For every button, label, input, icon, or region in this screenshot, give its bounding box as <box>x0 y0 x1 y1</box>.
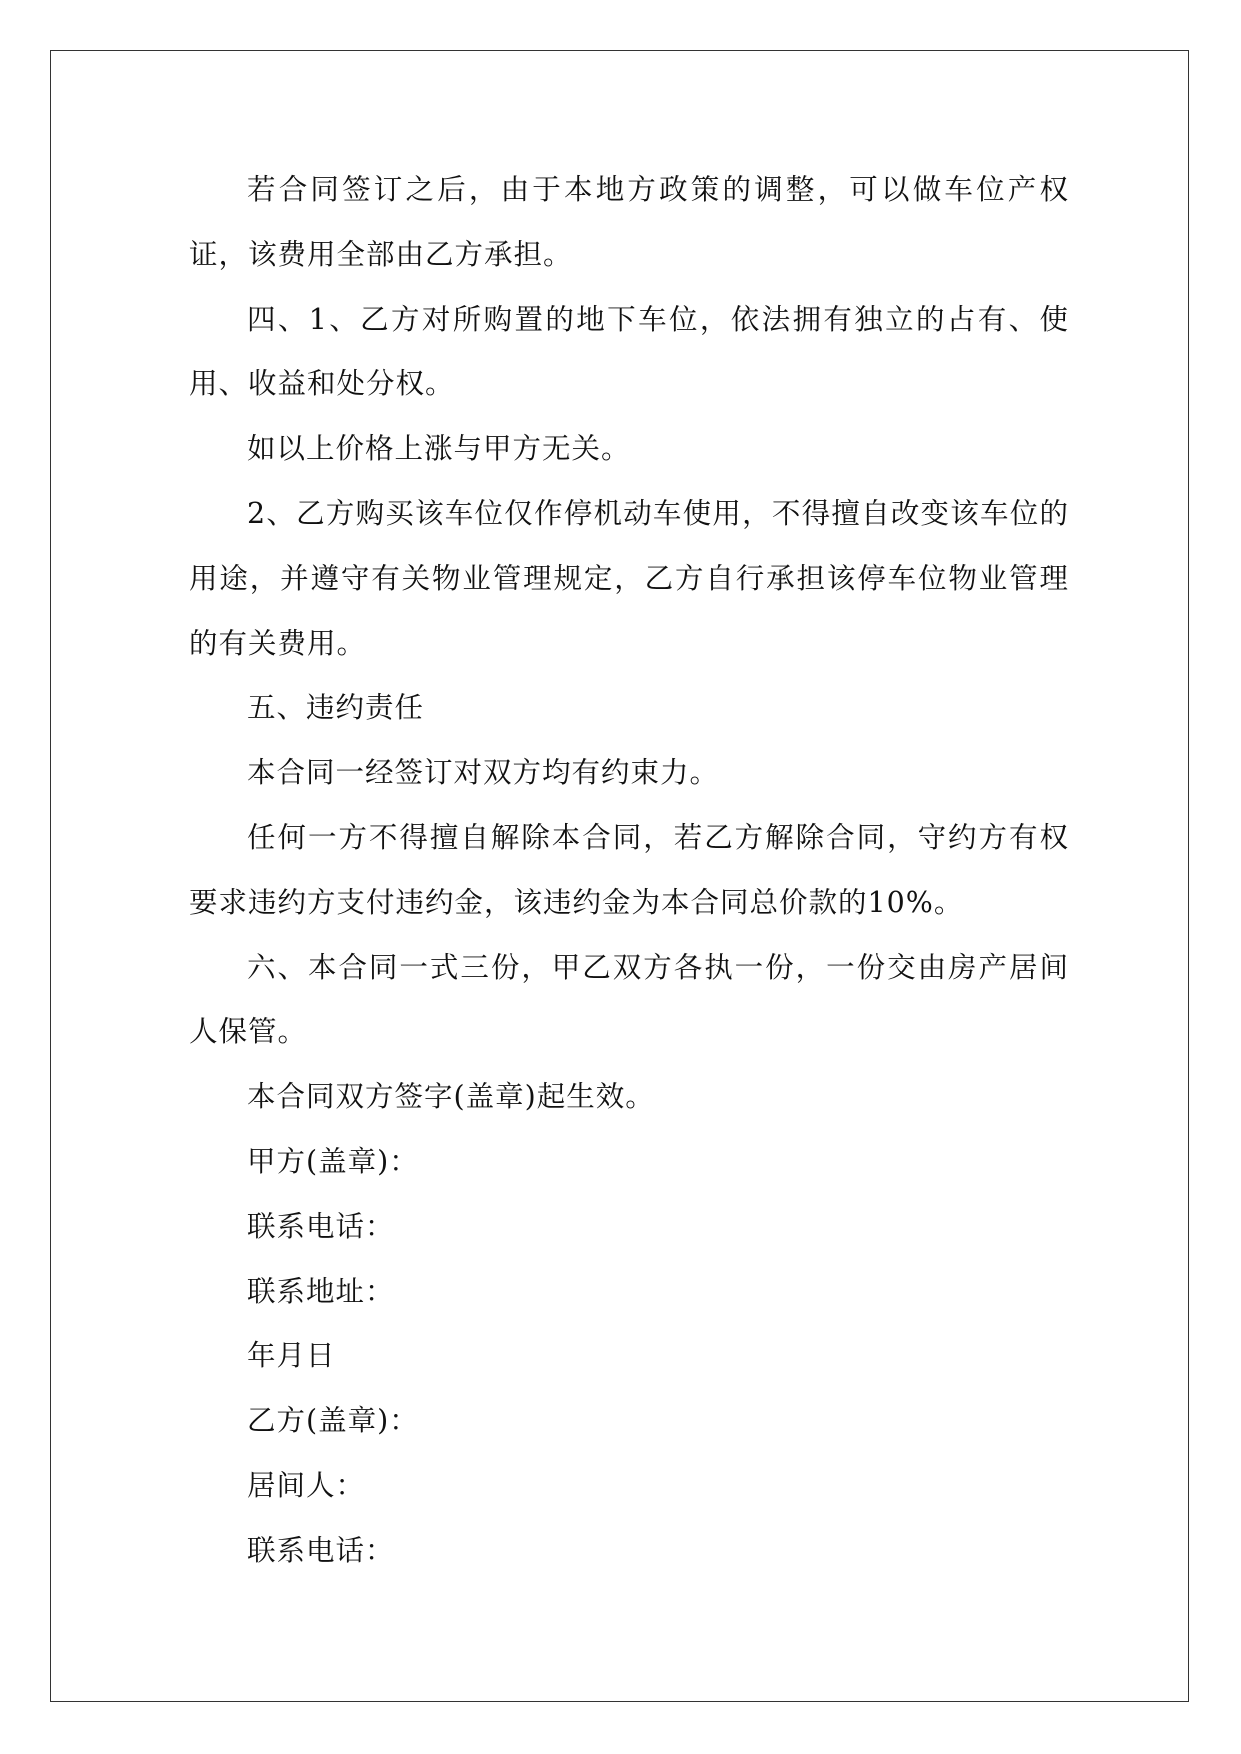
paragraph-section-6-copies: 六、本合同一式三份，甲乙双方各执一份，一份交由房产居间人保管。 <box>189 950 1069 1049</box>
signature-phone-2: 联系电话： <box>247 1533 395 1567</box>
paragraph-effective-clause: 本合同双方签字(盖章)起生效。 <box>247 1080 655 1114</box>
signature-intermediary: 居间人： <box>247 1468 366 1502</box>
signature-date: 年月日 <box>247 1339 336 1373</box>
paragraph-binding-force: 本合同一经签订对双方均有约束力。 <box>247 756 720 790</box>
paragraph-price-increase: 如以上价格上涨与甲方无关。 <box>247 432 631 466</box>
signature-party-a-seal: 甲方(盖章)： <box>247 1144 419 1178</box>
section-heading-breach-liability: 五、违约责任 <box>247 691 425 725</box>
paragraph-section-4-item-1: 四、1、乙方对所购置的地下车位，依法拥有独立的占有、使用、收益和处分权。 <box>189 302 1069 401</box>
paragraph-termination-penalty: 任何一方不得擅自解除本合同，若乙方解除合同，守约方有权要求违约方支付违约金，该违约金为本合同总价款的10%。 <box>189 820 1069 919</box>
signature-party-b-seal: 乙方(盖章)： <box>247 1404 419 1438</box>
paragraph-section-4-item-2: 2、乙方购买该车位仅作停机动车使用，不得擅自改变该车位的用途，并遵守有关物业管理规定，乙方自行承担该停车位物业管理的有关费用。 <box>189 496 1069 660</box>
signature-phone: 联系电话： <box>247 1209 395 1243</box>
paragraph-property-certificate-fee: 若合同签订之后，由于本地方政策的调整，可以做车位产权证，该费用全部由乙方承担。 <box>189 173 1069 271</box>
document-body <box>189 158 1069 1584</box>
signature-address: 联系地址： <box>247 1274 395 1308</box>
